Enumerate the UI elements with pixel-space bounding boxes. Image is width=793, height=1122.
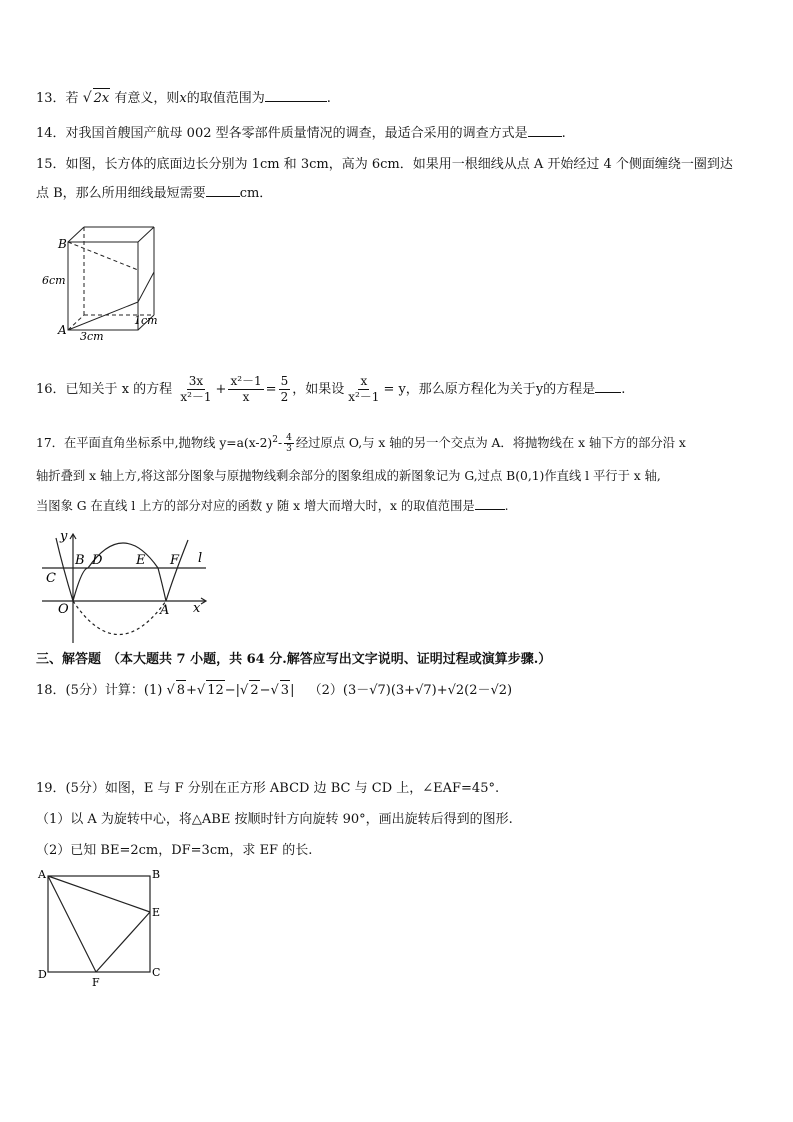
label-C: C (46, 571, 56, 586)
q15-line2-text: 点 B，那么所用细线最短需要 (36, 186, 206, 201)
answer-blank[interactable] (595, 380, 621, 393)
q16-mid2: ，如果设 (292, 382, 345, 397)
num: 5 (280, 374, 289, 388)
label-y: y (60, 529, 68, 544)
question-17-line3 (36, 496, 509, 516)
q13-prefix: 13．若 (36, 91, 83, 106)
question-15-line1: 15．如图，长方体的底面边长分别为 1cm 和 3cm，高为 6cm．如果用一根细线从点 A 开始经过 4 个侧面缠绕一圈到达 (36, 157, 733, 172)
label-C: C (152, 966, 161, 979)
den: x²－1 (348, 390, 380, 404)
question-19-line3: （2）已知 BE=2cm，DF=3cm，求 EF 的长. (36, 843, 313, 858)
label-B: B (152, 868, 161, 881)
q18-part2-label: （2） (308, 683, 343, 698)
label-B: B (75, 553, 85, 568)
label-width: 3cm (80, 330, 104, 343)
q17-sup: 2 (272, 435, 278, 445)
answer-blank[interactable] (265, 89, 327, 102)
fraction-1 (178, 374, 213, 405)
section-3-title (36, 650, 551, 670)
answer-blank[interactable] (206, 184, 240, 197)
fraction-2 (228, 374, 263, 405)
q16-prefix: 16．已知关于 (36, 382, 122, 397)
segment-EF (96, 912, 150, 972)
label-A: A (58, 323, 67, 337)
q15-end: cm． (239, 186, 273, 201)
question-19-line2: （1）以 A 为旋转中心，将△ABE 按顺时针方向旋转 90°，画出旋转后得到的图形. (36, 812, 513, 827)
plus-sign: + (215, 382, 227, 397)
cuboid-front-face (68, 242, 138, 330)
fraction-4 (346, 374, 381, 405)
q14-text: 14．对我国首艘国产航母 002 型各零部件质量情况的调查，最适合采用的调查方式是 (36, 126, 528, 141)
label-O: O (58, 602, 69, 617)
cuboid-figure (40, 222, 170, 342)
expr-2: (3－√7)(3+√7)+√2(2－√2) (342, 683, 513, 698)
question-19-line1: 19．(5分）如图，E 与 F 分别在正方形 ABCD 边 BC 与 CD 上，∠EAF=45°. (36, 781, 500, 796)
den: x²－1 (180, 390, 212, 404)
q16-x: x (121, 382, 130, 397)
square-figure (36, 866, 166, 988)
question-14 (36, 124, 566, 144)
label-depth: 1cm (134, 314, 158, 327)
question-16 (36, 372, 625, 408)
label-x: x (193, 601, 201, 616)
section-title: 三、解答题 (36, 652, 102, 667)
q17-line3-text: 当图象 G 在直线 l 上方的部分对应的函数 y 随 x 增大而增大时，x 的取值范围是 (36, 499, 475, 513)
square-ABCD (48, 876, 150, 972)
q13-var: x (179, 91, 187, 106)
label-B: B (58, 237, 67, 251)
q17-minus: - (277, 436, 283, 451)
answer-blank[interactable] (528, 124, 562, 137)
label-l: l (198, 551, 203, 566)
curve-right (166, 540, 188, 601)
q16-mid4: 的方程是 (543, 382, 596, 397)
num: 3x (188, 374, 204, 388)
q16-mid3: = y，那么原方程化为关于 (383, 382, 536, 397)
label-D: D (38, 968, 47, 981)
q16-end: . (621, 382, 626, 397)
label-D: D (92, 553, 103, 568)
parabola-figure (38, 528, 213, 646)
q17-line1b: 经过原点 O,与 x 轴的另一个交点为 A．将抛物线在 x 轴下方的部分沿 x (295, 436, 686, 451)
num: x (360, 374, 368, 388)
label-F: F (170, 553, 180, 568)
label-E: E (152, 906, 161, 919)
curve-middle (73, 543, 166, 601)
label-A: A (38, 868, 46, 881)
question-15-line2 (36, 184, 272, 204)
question-18 (36, 680, 512, 701)
label-F: F (92, 976, 100, 989)
q16-y: y (535, 382, 544, 397)
question-17-line2: 轴折叠到 x 轴上方,将这部分图象与原抛物线剩余部分的图象组成的新图象记为 G,过点 B(0,1)作直线 l 平行于 x 轴, (36, 469, 661, 483)
num: x²－1 (230, 374, 262, 388)
answer-blank[interactable] (475, 497, 505, 510)
den: 2 (280, 390, 289, 404)
label-E: E (136, 553, 146, 568)
q13-end: . (326, 91, 331, 106)
q13-radicand: 2x (93, 88, 111, 109)
q14-end: . (561, 126, 566, 141)
fraction-4-3 (284, 433, 294, 454)
den: x (242, 390, 250, 404)
fraction-3 (279, 374, 291, 405)
section-detail: （本大题共 7 小题，共 64 分.解答应写出文字说明、证明过程或演算步骤.） (107, 652, 552, 667)
q13-suffix: 有意义，则 (110, 91, 180, 106)
q17-line1a: 17．在平面直角坐标系中,抛物线 y=a(x-2) (36, 436, 273, 451)
equals-sign: = (265, 382, 277, 397)
q13-tail: 的取值范围为 (186, 91, 265, 106)
label-height: 6cm (42, 274, 66, 287)
question-13: 13．若 √ 2x 有意义，则x的取值范围为 . (36, 88, 331, 109)
curve-dashed (73, 601, 166, 635)
q17-end: . (504, 499, 509, 513)
num: 4 (286, 433, 292, 444)
expr-1: √ 8+√ 12−|√ 2−√ 3| (166, 683, 294, 698)
den: 3 (286, 444, 292, 455)
q18-prefix: 18．(5分）计算：(1) (36, 683, 167, 698)
thread-path (68, 302, 138, 330)
question-17-line1 (36, 428, 686, 455)
label-A: A (160, 603, 170, 618)
curve-left (56, 538, 73, 601)
q16-mid: 的方程 (129, 382, 173, 397)
